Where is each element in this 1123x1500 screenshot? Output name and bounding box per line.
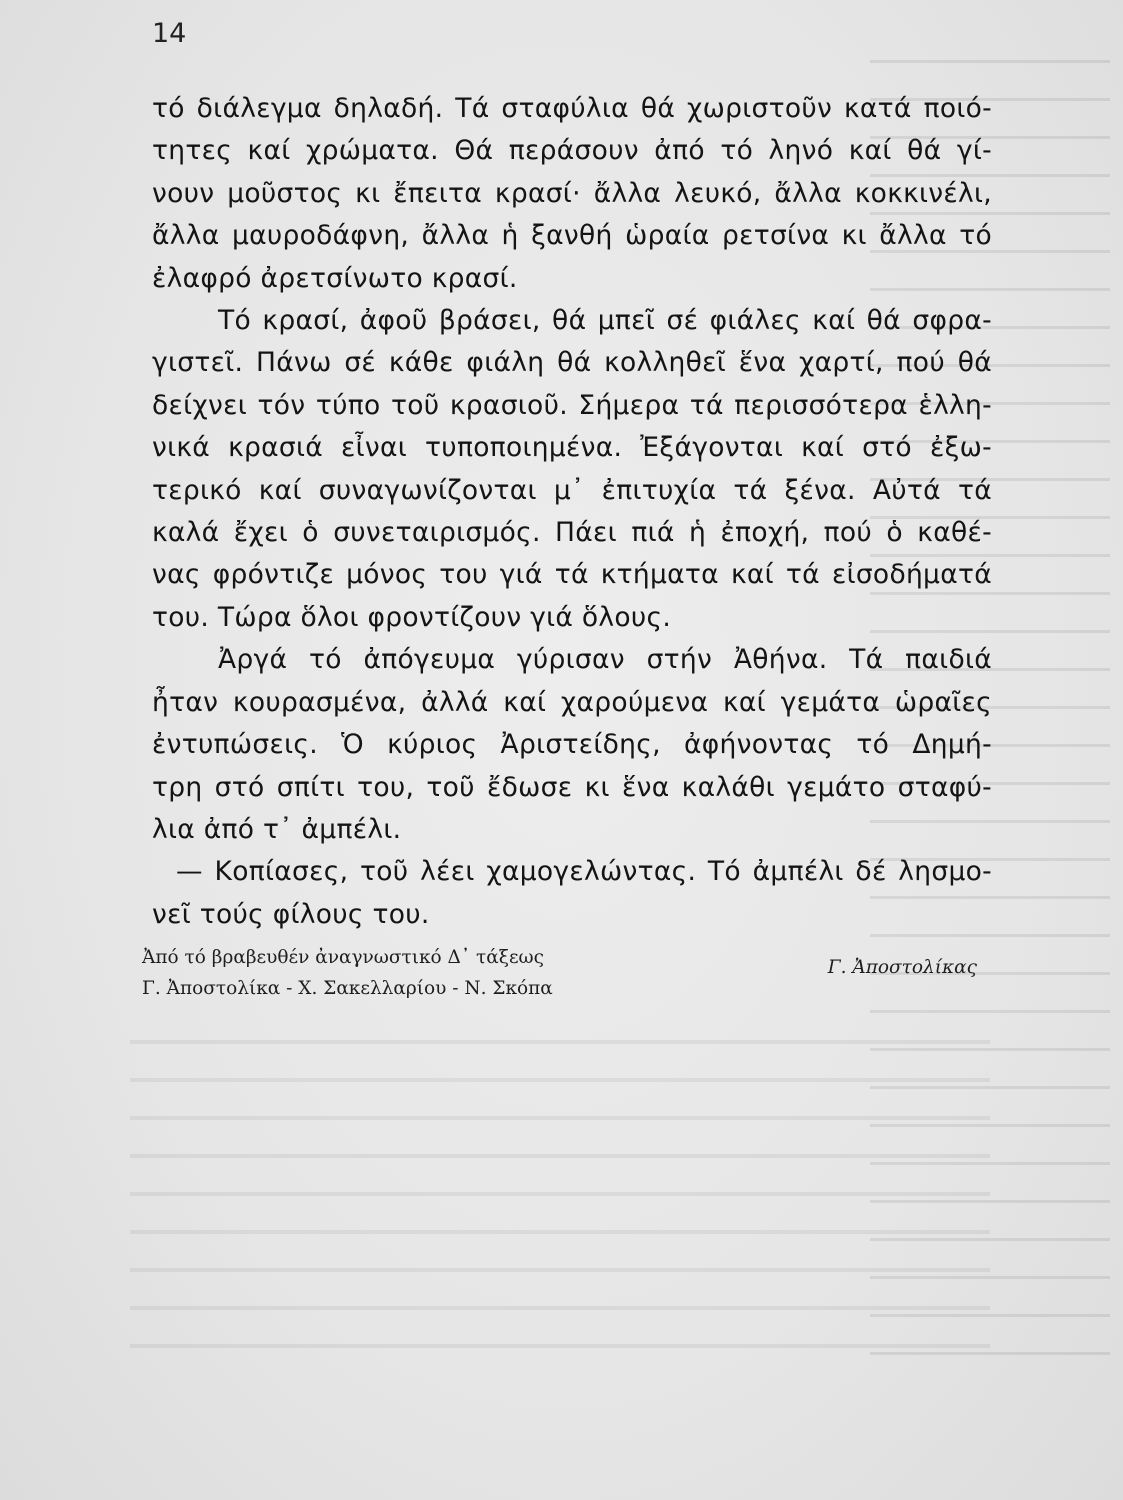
source-note-line: Γ. Ἀποστολίκα - Χ. Σακελλαρίου - Ν. Σκόπα (142, 978, 553, 999)
text-line: ἄλλα μαυροδάφνη, ἄλλα ἡ ξανθή ὡραία ρετσίνα κι ἄλλα τό (152, 220, 992, 252)
text-line: γιστεῖ. Πάνω σέ κάθε φιάλη θά κολληθεῖ ἕνα χαρτί, πού θά (152, 347, 992, 379)
text-line: νουν μοῦστος κι ἔπειτα κρασί· ἄλλα λευκό, ἄλλα κοκκινέλι, (152, 177, 992, 209)
text-line: καλά ἔχει ὁ συνεταιρισμός. Πάει πιά ἡ ἐποχή, πού ὁ καθέ- (152, 517, 992, 549)
text-line: ἦταν κουρασμένα, ἀλλά καί χαρούμενα καί γεμάτα ὡραῖες (152, 686, 992, 718)
source-note-line: Ἀπό τό βραβευθέν ἀναγνωστικό Δ᾽ τάξεως (142, 947, 544, 968)
text-line: λια ἀπό τ᾽ ἀμπέλι. (152, 813, 402, 845)
text-line: ἐλαφρό ἀρετσίνωτο κρασί. (152, 262, 518, 294)
text-line: Ἀργά τό ἀπόγευμα γύρισαν στήν Ἀθήνα. Τά παιδιά (218, 644, 992, 676)
show-through-texture-lower (130, 1040, 990, 1370)
text-line: Τό κρασί, ἀφοῦ βράσει, θά μπεῖ σέ φιάλες καί θά σφρα- (218, 305, 992, 337)
text-line: τρη στό σπίτι του, τοῦ ἔδωσε κι ἕνα καλάθι γεμάτο σταφύ- (152, 771, 992, 803)
body-text (152, 88, 992, 936)
page-number: 14 (152, 18, 187, 49)
text-line: τό διάλεγμα δηλαδή. Τά σταφύλια θά χωριστοῦν κατά ποιό- (152, 93, 992, 124)
text-line: του. Τώρα ὅλοι φροντίζουν γιά ὅλους. (152, 601, 672, 633)
text-line: δείχνει τόν τύπο τοῦ κρασιοῦ. Σήμερα τά περισσότερα ἑλλη- (152, 389, 992, 421)
author-signature: Γ. Ἀποστολίκας (827, 957, 977, 978)
text-line: τερικό καί συναγωνίζονται μ᾽ ἐπιτυχία τά ξένα. Αὐτά τά (152, 474, 992, 506)
text-line: τητες καί χρώματα. Θά περάσουν ἀπό τό ληνό καί θά γί- (152, 135, 992, 167)
text-line: νας φρόντιζε μόνος του γιά τά κτήματα καί τά εἰσοδήματά (152, 559, 992, 591)
text-line: νεῖ τούς φίλους του. (152, 898, 430, 930)
text-line: — Κοπίασες, τοῦ λέει χαμογελώντας. Τό ἀμπέλι δέ λησμο- (176, 856, 992, 888)
text-line: νικά κρασιά εἶναι τυποποιημένα. Ἐξάγονται καί στό ἐξω- (152, 432, 992, 464)
text-line: ἐντυπώσεις. Ὁ κύριος Ἀριστείδης, ἀφήνοντας τό Δημή- (152, 729, 992, 761)
